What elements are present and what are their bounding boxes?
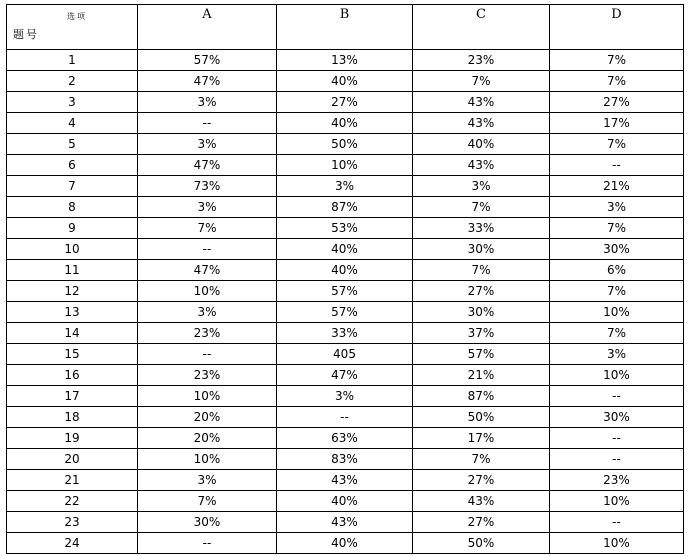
question-number-cell: 6 [7, 155, 138, 176]
table-row [7, 113, 684, 134]
table-row [7, 176, 684, 197]
option-d-cell: 10% [550, 533, 684, 554]
table-row [7, 50, 684, 71]
option-d-cell: 30% [550, 407, 684, 428]
table-row [7, 71, 684, 92]
option-a-cell: 3% [138, 92, 277, 113]
option-d-cell: 7% [550, 218, 684, 239]
option-c-cell: 43% [413, 92, 550, 113]
question-number-cell: 18 [7, 407, 138, 428]
option-d-header: D [550, 5, 684, 50]
table-row [7, 323, 684, 344]
option-a-cell: -- [138, 344, 277, 365]
question-number-cell: 12 [7, 281, 138, 302]
question-number-cell: 10 [7, 239, 138, 260]
option-c-header: C [413, 5, 550, 50]
question-number-cell: 7 [7, 176, 138, 197]
option-a-cell: 10% [138, 386, 277, 407]
option-a-cell: -- [138, 113, 277, 134]
table-row [7, 239, 684, 260]
option-c-cell: 30% [413, 239, 550, 260]
table-row [7, 344, 684, 365]
option-b-cell: 27% [277, 92, 413, 113]
option-b-cell: 10% [277, 155, 413, 176]
question-number-cell: 16 [7, 365, 138, 386]
option-a-cell: 20% [138, 407, 277, 428]
option-a-cell: 10% [138, 449, 277, 470]
option-d-cell: 7% [550, 323, 684, 344]
option-a-cell: 7% [138, 218, 277, 239]
option-b-cell: 3% [277, 386, 413, 407]
option-c-cell: 7% [413, 449, 550, 470]
option-d-cell: -- [550, 386, 684, 407]
option-a-cell: 23% [138, 365, 277, 386]
question-number-cell: 20 [7, 449, 138, 470]
option-d-cell: 3% [550, 197, 684, 218]
option-d-cell: -- [550, 428, 684, 449]
table-row [7, 365, 684, 386]
option-d-cell: -- [550, 449, 684, 470]
table-row [7, 449, 684, 470]
option-c-cell: 33% [413, 218, 550, 239]
table-row [7, 491, 684, 512]
table-row [7, 92, 684, 113]
table-row [7, 470, 684, 491]
option-c-cell: 40% [413, 134, 550, 155]
table-header-row [7, 5, 684, 50]
question-number-header-label: 题号 [13, 28, 39, 41]
option-b-cell: 40% [277, 71, 413, 92]
option-c-cell: 87% [413, 386, 550, 407]
table-row [7, 281, 684, 302]
option-a-cell: 47% [138, 71, 277, 92]
question-number-cell: 3 [7, 92, 138, 113]
option-b-cell: -- [277, 407, 413, 428]
question-number-cell: 21 [7, 470, 138, 491]
option-a-cell: 7% [138, 491, 277, 512]
option-d-cell: 6% [550, 260, 684, 281]
option-d-cell: -- [550, 155, 684, 176]
question-number-cell: 9 [7, 218, 138, 239]
table-row [7, 512, 684, 533]
option-d-cell: 10% [550, 491, 684, 512]
answer-distribution-table [6, 4, 684, 554]
option-d-cell: 30% [550, 239, 684, 260]
option-c-cell: 43% [413, 155, 550, 176]
option-b-cell: 13% [277, 50, 413, 71]
option-d-cell: 7% [550, 134, 684, 155]
option-c-cell: 37% [413, 323, 550, 344]
option-b-cell: 63% [277, 428, 413, 449]
option-b-cell: 40% [277, 491, 413, 512]
option-b-cell: 43% [277, 512, 413, 533]
option-b-cell: 47% [277, 365, 413, 386]
option-b-cell: 43% [277, 470, 413, 491]
question-number-cell: 24 [7, 533, 138, 554]
question-number-cell: 8 [7, 197, 138, 218]
option-a-cell: 57% [138, 50, 277, 71]
option-d-cell: 7% [550, 281, 684, 302]
table-row [7, 302, 684, 323]
option-a-cell: 3% [138, 470, 277, 491]
option-a-cell: 3% [138, 302, 277, 323]
option-c-cell: 7% [413, 71, 550, 92]
table-row [7, 428, 684, 449]
option-d-cell: 3% [550, 344, 684, 365]
option-a-cell: 3% [138, 197, 277, 218]
option-b-cell: 50% [277, 134, 413, 155]
option-b-cell: 33% [277, 323, 413, 344]
option-header-label: 选项 [67, 12, 87, 21]
question-number-cell: 5 [7, 134, 138, 155]
option-c-cell: 17% [413, 428, 550, 449]
option-d-cell: -- [550, 512, 684, 533]
option-c-cell: 50% [413, 407, 550, 428]
option-d-cell: 17% [550, 113, 684, 134]
option-c-cell: 27% [413, 512, 550, 533]
question-number-cell: 14 [7, 323, 138, 344]
option-a-cell: 10% [138, 281, 277, 302]
table-body [7, 50, 684, 554]
question-number-cell: 1 [7, 50, 138, 71]
question-number-cell: 15 [7, 344, 138, 365]
option-a-cell: 23% [138, 323, 277, 344]
option-b-cell: 57% [277, 281, 413, 302]
option-d-cell: 27% [550, 92, 684, 113]
option-a-cell: 47% [138, 260, 277, 281]
option-d-cell: 7% [550, 50, 684, 71]
option-b-cell: 83% [277, 449, 413, 470]
option-c-cell: 50% [413, 533, 550, 554]
corner-header-cell [7, 5, 138, 50]
table-row [7, 197, 684, 218]
option-c-cell: 7% [413, 260, 550, 281]
option-a-cell: 73% [138, 176, 277, 197]
question-number-cell: 4 [7, 113, 138, 134]
option-b-cell: 87% [277, 197, 413, 218]
option-c-cell: 23% [413, 50, 550, 71]
option-d-cell: 10% [550, 302, 684, 323]
option-d-cell: 7% [550, 71, 684, 92]
question-number-cell: 22 [7, 491, 138, 512]
option-c-cell: 27% [413, 470, 550, 491]
option-a-cell: 47% [138, 155, 277, 176]
question-number-cell: 17 [7, 386, 138, 407]
option-b-cell: 57% [277, 302, 413, 323]
question-number-cell: 23 [7, 512, 138, 533]
table-row [7, 134, 684, 155]
option-c-cell: 27% [413, 281, 550, 302]
table-row [7, 386, 684, 407]
option-c-cell: 21% [413, 365, 550, 386]
option-c-cell: 3% [413, 176, 550, 197]
table-row [7, 155, 684, 176]
option-c-cell: 7% [413, 197, 550, 218]
question-number-cell: 13 [7, 302, 138, 323]
option-c-cell: 43% [413, 113, 550, 134]
option-b-cell: 405 [277, 344, 413, 365]
option-c-cell: 30% [413, 302, 550, 323]
option-b-cell: 40% [277, 113, 413, 134]
option-a-header: A [138, 5, 277, 50]
option-c-cell: 57% [413, 344, 550, 365]
option-d-cell: 21% [550, 176, 684, 197]
option-d-cell: 23% [550, 470, 684, 491]
question-number-cell: 11 [7, 260, 138, 281]
table-row [7, 260, 684, 281]
option-a-cell: 3% [138, 134, 277, 155]
option-a-cell: -- [138, 239, 277, 260]
option-a-cell: -- [138, 533, 277, 554]
question-number-cell: 19 [7, 428, 138, 449]
table-row [7, 533, 684, 554]
question-number-cell: 2 [7, 71, 138, 92]
option-a-cell: 30% [138, 512, 277, 533]
table-row [7, 218, 684, 239]
option-d-cell: 10% [550, 365, 684, 386]
option-b-cell: 40% [277, 239, 413, 260]
option-b-cell: 40% [277, 533, 413, 554]
table-row [7, 407, 684, 428]
option-a-cell: 20% [138, 428, 277, 449]
option-b-cell: 3% [277, 176, 413, 197]
option-b-cell: 53% [277, 218, 413, 239]
option-b-header: B [277, 5, 413, 50]
option-c-cell: 43% [413, 491, 550, 512]
option-b-cell: 40% [277, 260, 413, 281]
